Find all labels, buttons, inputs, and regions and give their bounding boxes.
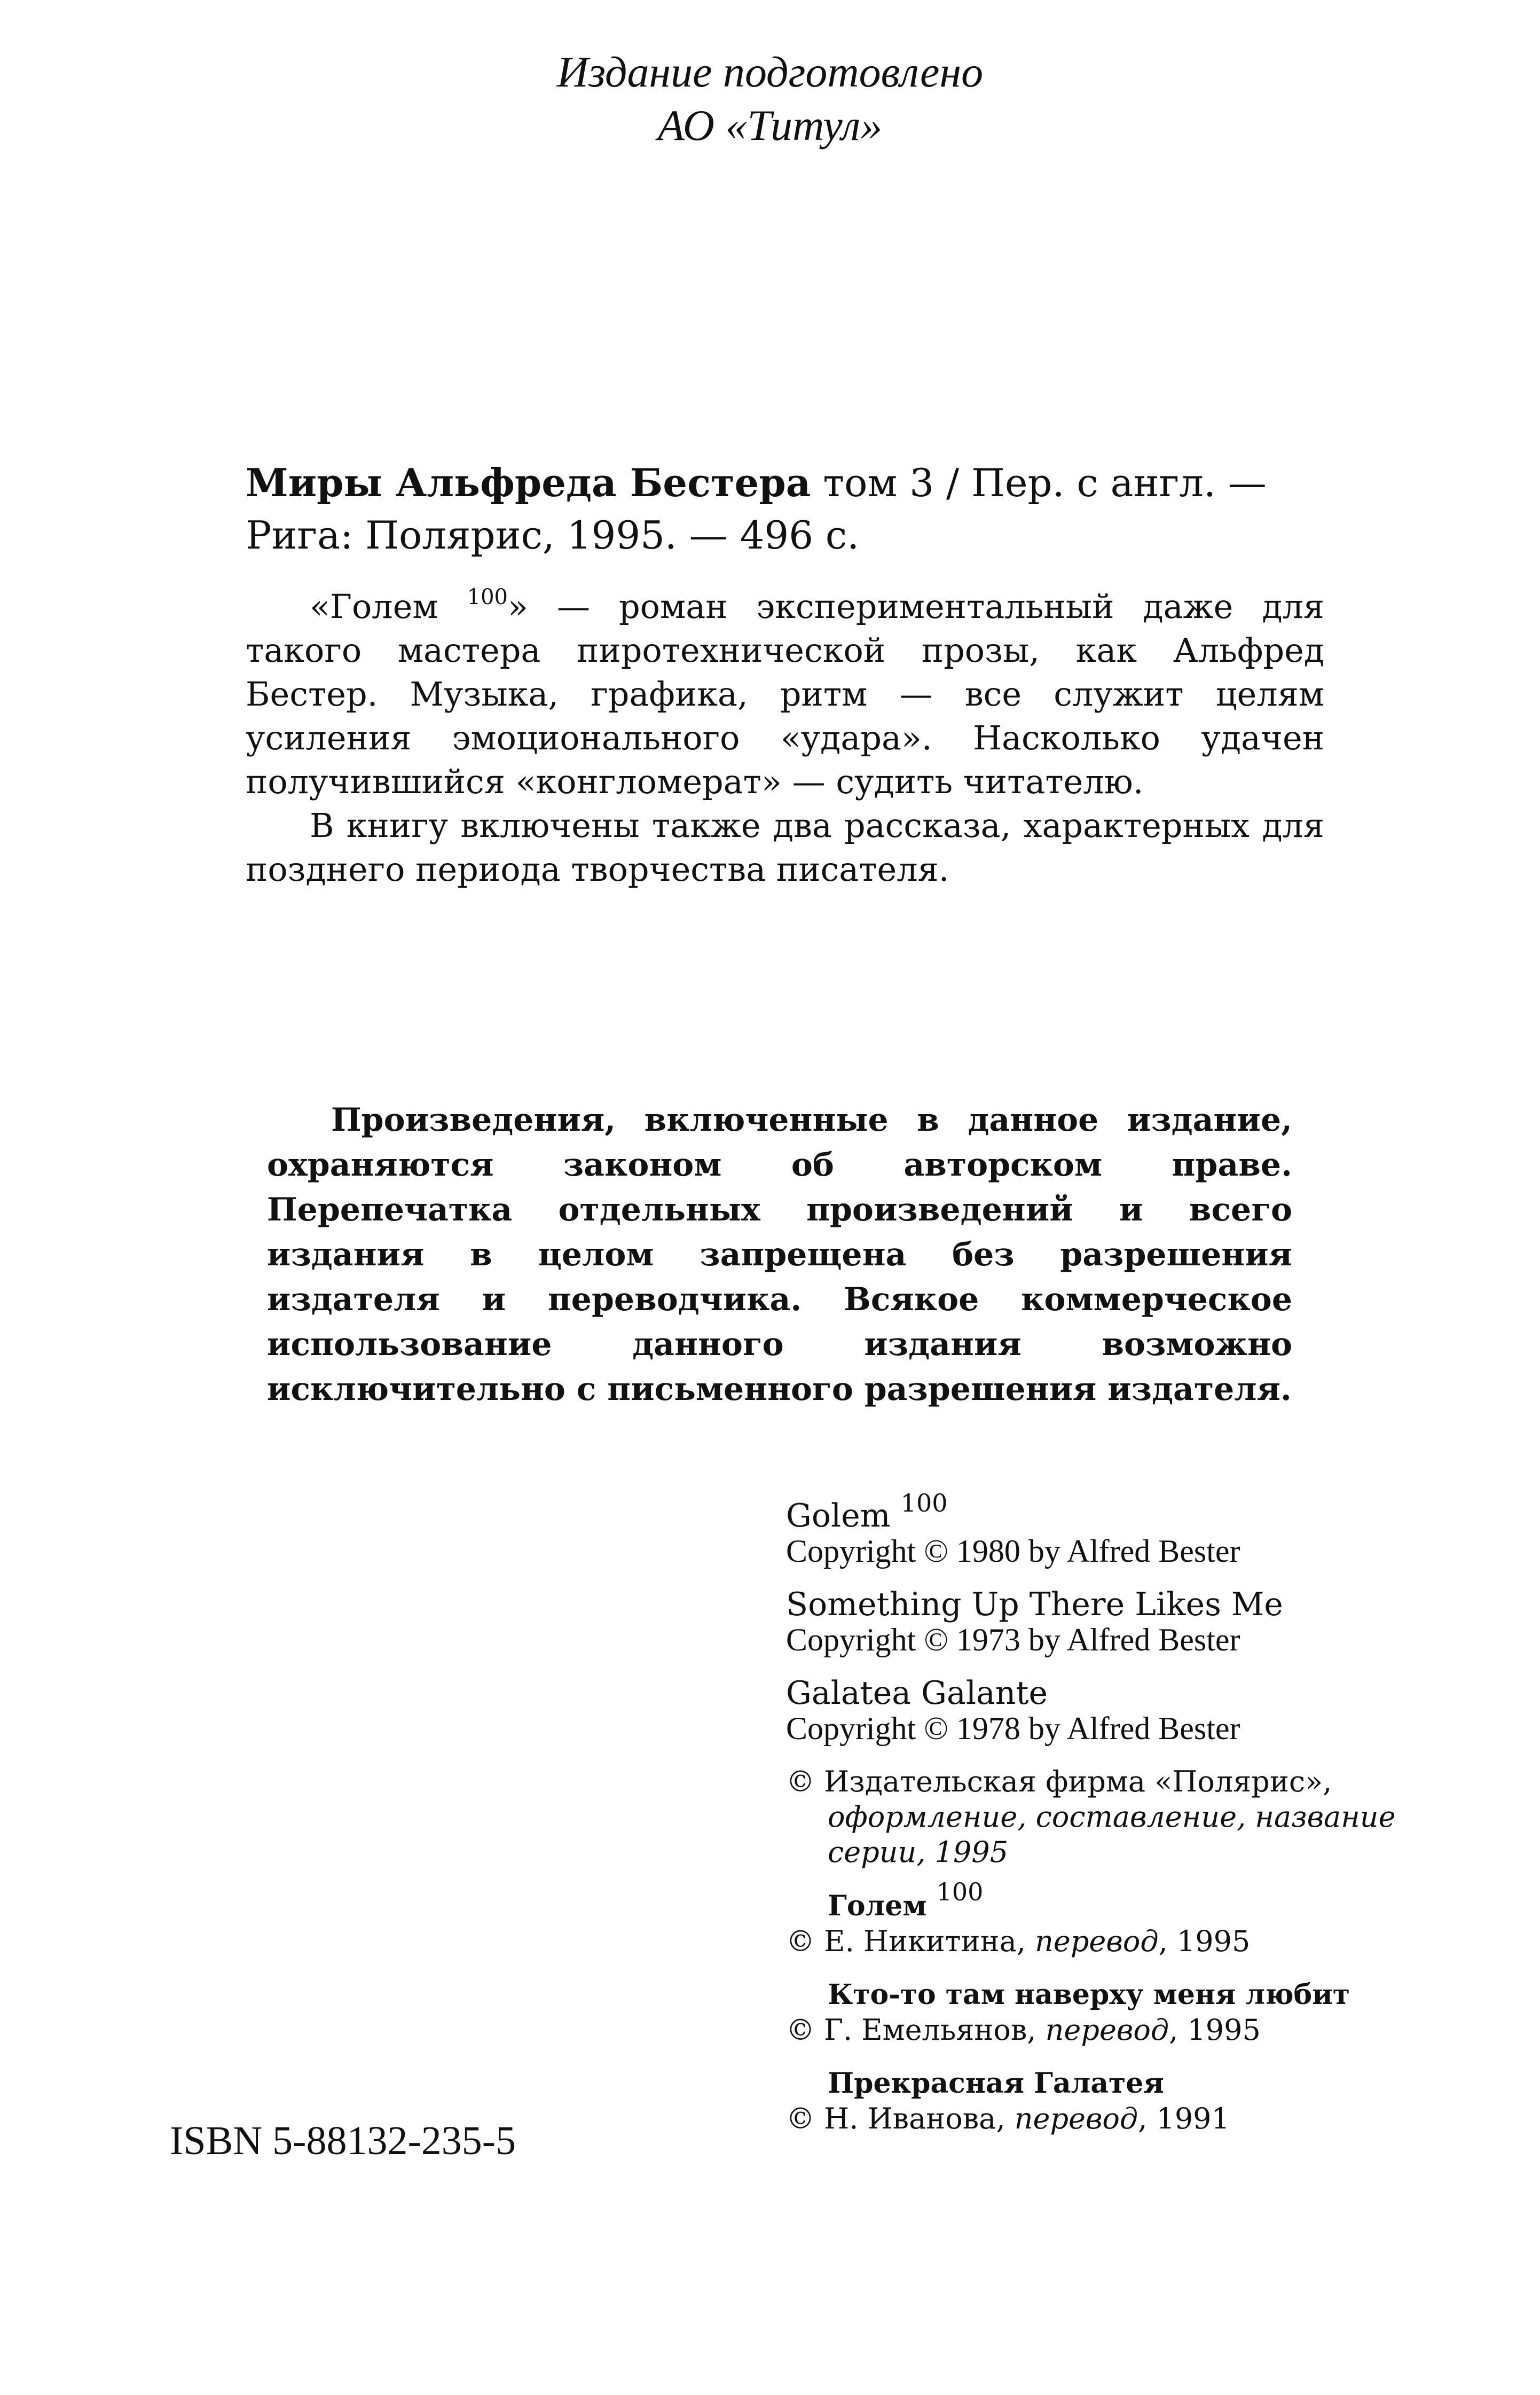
translation-3-copyright [786, 2101, 1480, 2136]
book-title: Миры Альфреда Бестера [246, 460, 811, 505]
translation-2-year: , 1995 [1169, 2013, 1261, 2047]
copyright-notice [267, 1098, 1292, 1412]
credit-translation-3 [786, 2066, 1480, 2136]
annotation-paragraph-2: В книгу включены также два рассказа, характерных для позднего периода творчества писателя. [246, 806, 1324, 889]
credit-translation-1 [786, 1877, 1480, 1959]
publisher-copyright-line3: серии, 1995 [828, 1835, 1009, 1869]
translation-1-translator: © Е. Никитина, [786, 1924, 1035, 1958]
translation-2-translator: © Г. Емельянов, [786, 2013, 1046, 2047]
credit-work-1 [786, 1489, 1480, 1569]
bibliographic-line1 [246, 457, 1324, 509]
translation-3-role: перевод [1014, 2102, 1138, 2135]
book-details: том 3 / Пер. с англ. — [811, 460, 1267, 505]
work-1-title: Golem [786, 1497, 901, 1535]
work-1-sup: 100 [900, 1489, 948, 1517]
translation-3-year: , 1991 [1138, 2102, 1230, 2135]
work-3-copyright: Copyright © 1978 by Alfred Bester [786, 1711, 1240, 1746]
annotation-p1-start: «Голем [310, 587, 467, 626]
publisher-copyright: © Издательская фирма «Полярис», [786, 1765, 1332, 1798]
translation-3-title: Прекрасная Галатея [828, 2067, 1164, 2100]
translation-1-sup: 100 [936, 1877, 984, 1906]
publisher-note [0, 45, 1540, 152]
publisher-copyright-line2: оформление, составление, название [828, 1800, 1396, 1834]
publisher-note-line1: Издание подготовлено [556, 48, 984, 96]
copyright-credits [786, 1489, 1480, 2155]
translation-1-title: Голем [828, 1890, 937, 1922]
annotation-p1-sup: 100 [467, 585, 508, 609]
isbn: ISBN 5-88132-235-5 [170, 2118, 516, 2163]
translation-1-year: , 1995 [1158, 1924, 1251, 1958]
annotation [246, 585, 1324, 891]
annotation-paragraph-1 [246, 585, 1324, 804]
translation-2-role: перевод [1045, 2013, 1169, 2047]
bibliographic-line2: Рига: Полярис, 1995. — 496 с. [246, 513, 860, 558]
credit-publisher [786, 1764, 1480, 1870]
publisher-note-line2: АО «Титул» [657, 101, 883, 150]
translation-1-copyright [786, 1924, 1480, 1959]
copyright-notice-text: Произведения, включенные в данное издание, охраняются законом об авторском праве. Перепечатка отдельных произведений и всего издания в целом запрещена без разрешения издателя и переводчика. Всякое коммерческое использование данного издания возможно исключительно с письменного разрешения издателя. [267, 1101, 1292, 1408]
work-3-title: Galatea Galante [786, 1674, 1048, 1712]
translation-3-translator: © Н. Иванова, [786, 2102, 1015, 2135]
translation-2-title: Кто-то там наверху меня любит [828, 1978, 1350, 2011]
credit-translation-2 [786, 1977, 1480, 2048]
translation-1-role: перевод [1035, 1924, 1159, 1958]
credit-work-2 [786, 1587, 1480, 1657]
translation-1-title-line [786, 1877, 1480, 1924]
credit-work-3 [786, 1676, 1480, 1746]
annotation-p1-end: » — роман экспериментальный даже для такого мастера пиротехнической прозы, как Альфред Бестер. Музыка, графика, ритм — все служит целям усиления эмоционального «удара». Насколько удачен получившийся «конгломерат» — судить читателю. [246, 587, 1324, 801]
translation-2-copyright [786, 2013, 1480, 2048]
bibliographic-record [246, 457, 1324, 561]
work-2-title: Something Up There Likes Me [786, 1586, 1283, 1623]
work-2-copyright: Copyright © 1973 by Alfred Bester [786, 1622, 1240, 1657]
work-1-copyright: Copyright © 1980 by Alfred Bester [786, 1533, 1240, 1569]
credit-work-1-title-line [786, 1489, 1480, 1535]
